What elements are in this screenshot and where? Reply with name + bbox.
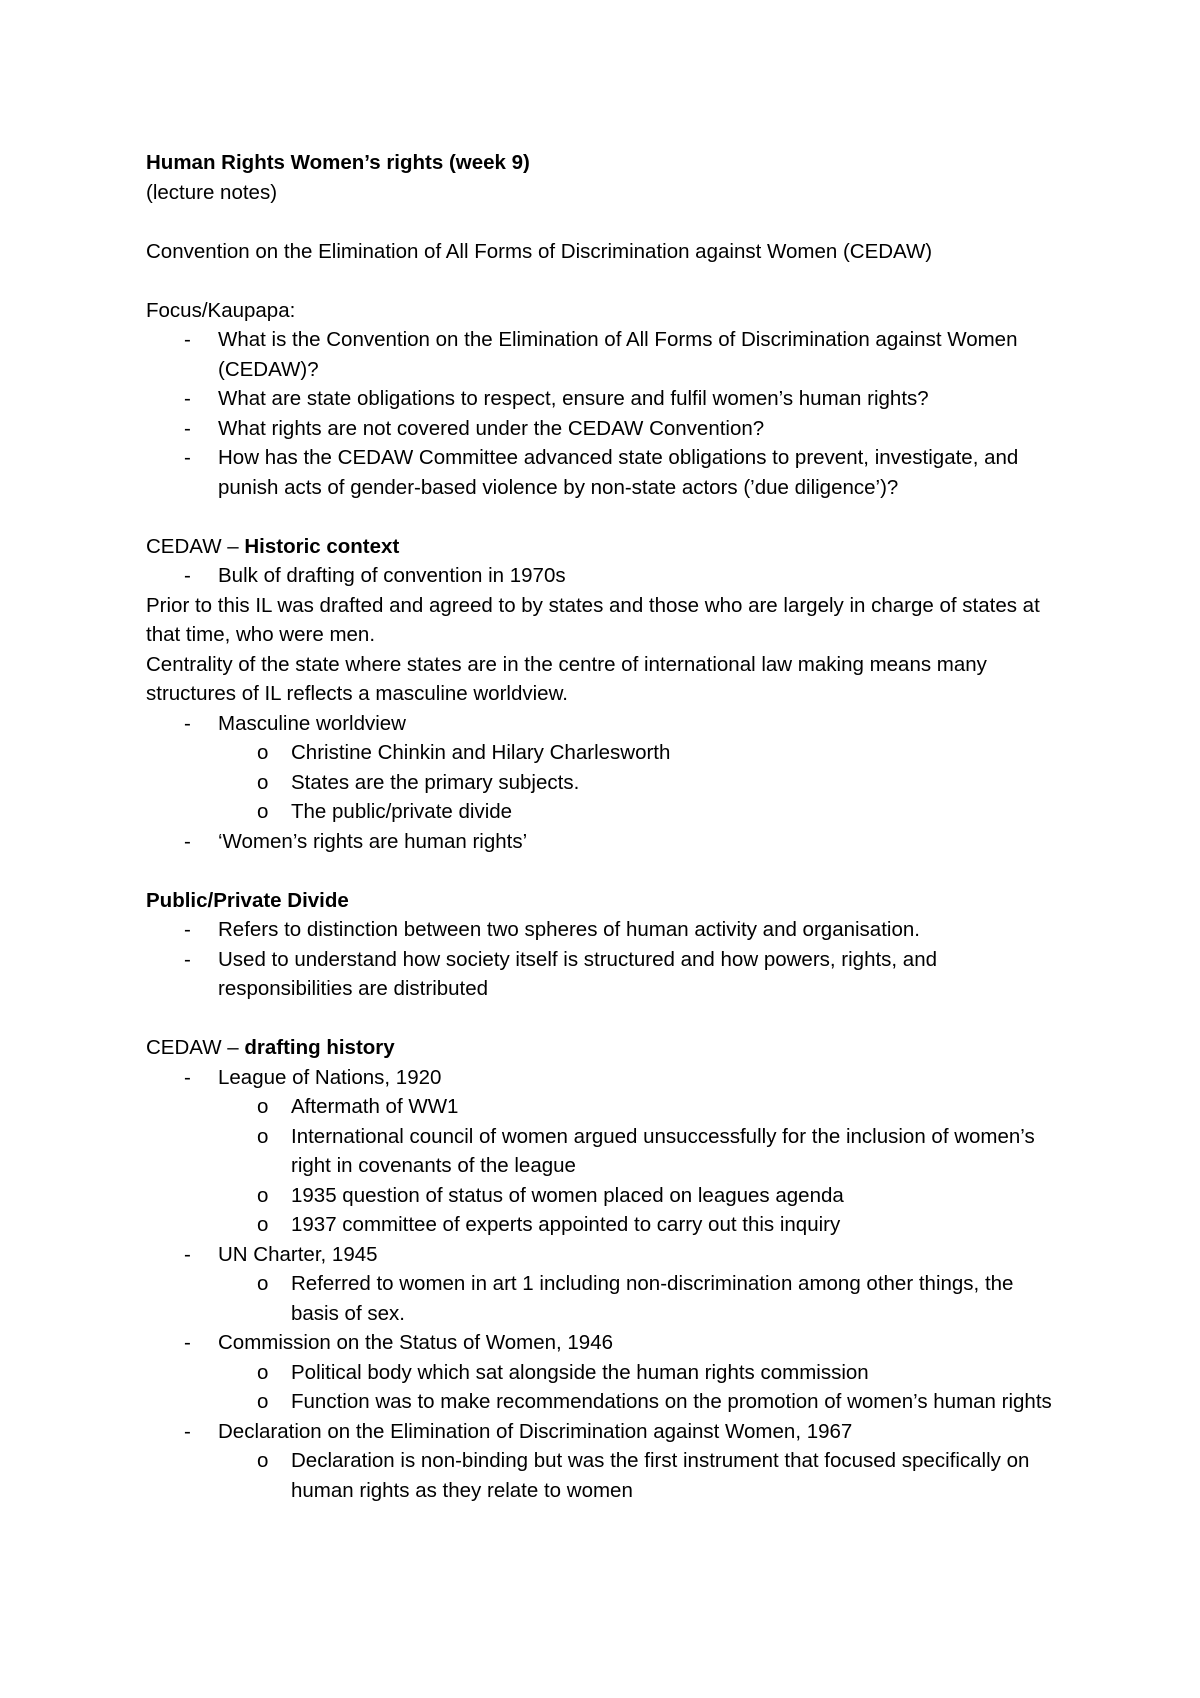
dash-marker: -: [184, 387, 191, 410]
dash-marker: -: [184, 829, 191, 853]
circle-marker: o: [257, 1095, 269, 1118]
document-title: Human Rights Women’s rights (week 9): [146, 151, 530, 174]
historic-subitem: o The public/private divide: [146, 797, 1066, 827]
spacer: [146, 1004, 1066, 1034]
circle-marker: o: [257, 741, 269, 764]
focus-item: - What is the Convention on the Elimination of All Forms of Discrimination against Women (CEDAW)?: [146, 325, 1066, 384]
drafting-subitem: o Aftermath of WW1: [146, 1092, 1066, 1122]
drafting-item: - Commission on the Status of Women, 1946: [146, 1328, 1066, 1358]
drafting-subitem: o 1937 committee of experts appointed to carry out this inquiry: [146, 1210, 1066, 1240]
focus-item: - How has the CEDAW Committee advanced state obligations to prevent, investigate, and punish acts of gender-based violence by non-state actors (’due diligence’)?: [146, 443, 1066, 502]
spacer: [146, 266, 1066, 296]
circle-marker: o: [257, 1360, 269, 1384]
historic-item: - Bulk of drafting of convention in 1970s: [146, 561, 1066, 591]
dash-marker: -: [184, 1242, 191, 1266]
circle-marker: o: [257, 1124, 269, 1148]
circle-marker: o: [257, 1449, 269, 1472]
circle-marker: o: [257, 1390, 269, 1413]
circle-marker: o: [257, 1213, 269, 1236]
drafting-item: - League of Nations, 1920: [146, 1063, 1066, 1093]
drafting-subitem: o Function was to make recommendations on the promotion of women’s human rights: [146, 1387, 1066, 1417]
circle-marker: o: [257, 770, 269, 794]
spacer: [146, 502, 1066, 532]
focus-item: - What rights are not covered under the CEDAW Convention?: [146, 414, 1066, 444]
drafting-heading: CEDAW – drafting history: [146, 1036, 395, 1059]
historic-paragraph: Centrality of the state where states are in the centre of international law making means many structures of IL reflects a masculine worldview.: [146, 652, 987, 705]
document-subtitle: (lecture notes): [146, 180, 278, 204]
historic-heading: CEDAW – Historic context: [146, 534, 400, 558]
intro-line: Convention on the Elimination of All Forms of Discrimination against Women (CEDAW): [146, 239, 933, 263]
historic-item: - Masculine worldview: [146, 709, 1066, 739]
dash-marker: -: [184, 328, 191, 351]
dash-marker: -: [184, 564, 191, 587]
drafting-subitem: o Declaration is non-binding but was the first instrument that focused specifically on human rights as they relate to women: [146, 1446, 1066, 1505]
dash-marker: -: [184, 1065, 191, 1089]
dash-marker: -: [184, 446, 191, 469]
historic-subitem: o Christine Chinkin and Hilary Charlesworth: [146, 738, 1066, 768]
dash-marker: -: [184, 1331, 191, 1354]
divide-item: - Used to understand how society itself is structured and how powers, rights, and responsibilities are distributed: [146, 945, 1066, 1004]
drafting-subitem: o Referred to women in art 1 including non-discrimination among other things, the basis of sex.: [146, 1269, 1066, 1328]
drafting-item: - Declaration on the Elimination of Discrimination against Women, 1967: [146, 1417, 1066, 1447]
historic-subitem: o States are the primary subjects.: [146, 768, 1066, 798]
drafting-subitem: o Political body which sat alongside the human rights commission: [146, 1358, 1066, 1388]
dash-marker: -: [184, 711, 191, 735]
spacer: [146, 856, 1066, 886]
focus-heading: Focus/Kaupapa:: [146, 298, 296, 322]
dash-marker: -: [184, 1419, 191, 1443]
dash-marker: -: [184, 416, 191, 440]
document-content: [146, 148, 1066, 1505]
circle-marker: o: [257, 800, 269, 823]
dash-marker: -: [184, 918, 191, 941]
divide-heading: Public/Private Divide: [146, 888, 349, 912]
drafting-item: - UN Charter, 1945: [146, 1240, 1066, 1270]
focus-item: - What are state obligations to respect, ensure and fulfil women’s human rights?: [146, 384, 1066, 414]
spacer: [146, 207, 1066, 237]
divide-item: - Refers to distinction between two spheres of human activity and organisation.: [146, 915, 1066, 945]
circle-marker: o: [257, 1183, 269, 1207]
historic-item: - ‘Women’s rights are human rights’: [146, 827, 1066, 857]
historic-paragraph: Prior to this IL was drafted and agreed to by states and those who are largely in charge of states at that time, who were men.: [146, 593, 1040, 646]
circle-marker: o: [257, 1272, 269, 1295]
drafting-subitem: o International council of women argued unsuccessfully for the inclusion of women’s right in covenants of the league: [146, 1122, 1066, 1181]
dash-marker: -: [184, 947, 191, 971]
drafting-subitem: o 1935 question of status of women placed on leagues agenda: [146, 1181, 1066, 1211]
